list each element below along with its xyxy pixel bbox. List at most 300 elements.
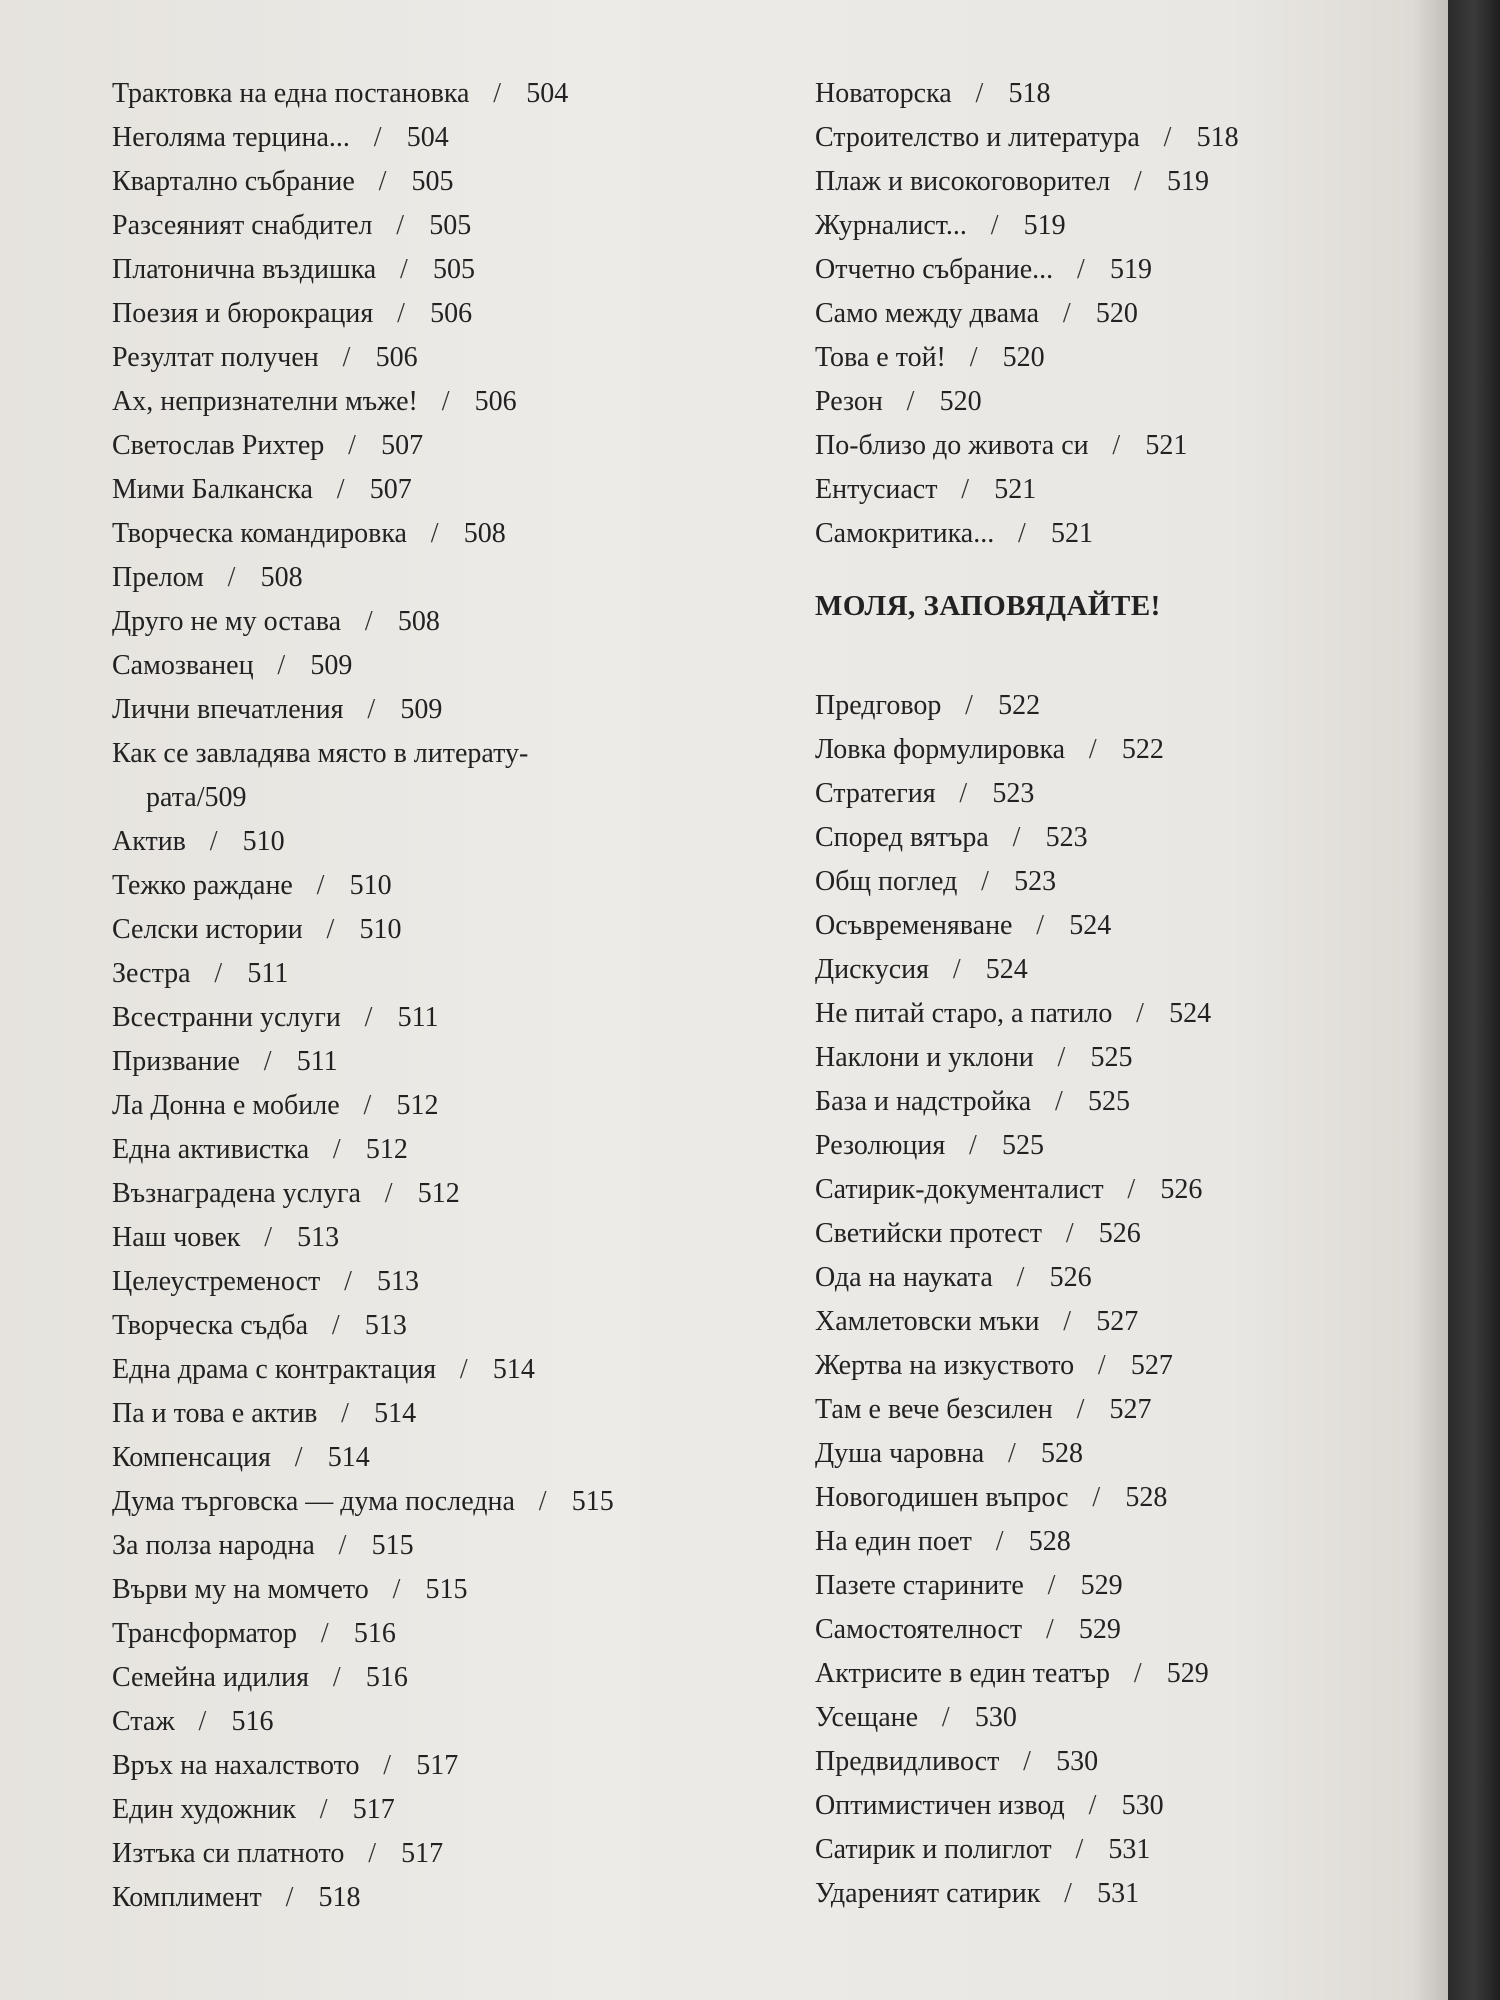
toc-entry (815, 248, 1375, 292)
toc-separator: / (326, 914, 335, 945)
toc-separator: / (344, 1266, 352, 1297)
toc-entry-title: Изтъка си платното (112, 1838, 345, 1869)
toc-page-number: 512 (365, 1134, 408, 1165)
toc-separator: / (1075, 1834, 1084, 1865)
toc-entry-title: Ах, непризнателни мъже! (112, 386, 418, 417)
toc-page-number: 511 (397, 1002, 439, 1033)
toc-page-number: 507 (381, 430, 424, 461)
toc-entry (815, 1872, 1375, 1916)
toc-separator: / (367, 694, 376, 725)
toc-entry (112, 1524, 812, 1568)
toc-entry-title: Ловка формулировка (815, 734, 1066, 765)
toc-entry (815, 1476, 1375, 1520)
toc-entry-title: Всестранни услуги (112, 1002, 341, 1033)
toc-entry-title: Сатирик и полиглот (815, 1834, 1052, 1865)
toc-separator: / (1065, 1218, 1074, 1249)
toc-entry (815, 816, 1375, 860)
toc-page-number: 524 (985, 954, 1028, 985)
toc-entry (112, 160, 812, 204)
toc-separator: / (214, 958, 223, 989)
toc-separator: / (364, 606, 373, 637)
toc-entry-title: Разсеяният снабдител (112, 210, 373, 241)
toc-page-number: 513 (377, 1266, 420, 1297)
toc-separator: / (1057, 1042, 1066, 1073)
toc-page-number: 511 (247, 958, 289, 989)
toc-entry-title: Светослав Рихтер (112, 430, 325, 461)
toc-separator: / (373, 122, 382, 153)
toc-entry-title: Плаж и високоговорител (815, 166, 1111, 197)
toc-entry-title: Журналист... (815, 210, 967, 241)
toc-separator: / (363, 1090, 372, 1121)
toc-separator: / (368, 1838, 376, 1869)
toc-separator: / (397, 298, 405, 329)
toc-page-number: 520 (1095, 298, 1138, 329)
toc-separator: / (277, 650, 286, 681)
toc-separator: / (995, 1526, 1004, 1557)
toc-entry (815, 1432, 1375, 1476)
toc-page-number: 513 (364, 1310, 407, 1341)
toc-entry (112, 864, 812, 908)
toc-entry (112, 1832, 812, 1876)
toc-entry (815, 904, 1375, 948)
toc-separator: / (332, 1662, 341, 1693)
toc-entry-title: Стратегия (815, 778, 936, 809)
toc-page-number: 521 (1145, 430, 1188, 461)
toc-page-number: 531 (1108, 1834, 1151, 1865)
toc-page-number: 514 (327, 1442, 370, 1473)
toc-page-number: 528 (1028, 1526, 1071, 1557)
toc-entry (112, 1172, 812, 1216)
toc-separator: / (396, 210, 405, 241)
toc-entry-title: Платонична въздишка (112, 254, 377, 285)
toc-entry-title: Квартално събрание (112, 166, 355, 197)
toc-page-number: 519 (1023, 210, 1066, 241)
toc-entry (112, 424, 812, 468)
toc-page-number: 504 (406, 122, 449, 153)
toc-separator: / (1023, 1746, 1031, 1777)
toc-entry (815, 1388, 1375, 1432)
toc-page-number: 516 (365, 1662, 408, 1693)
toc-separator: / (459, 1354, 468, 1385)
toc-page-number: 525 (1090, 1042, 1133, 1073)
toc-entry (112, 1436, 812, 1480)
toc-separator: / (1097, 1350, 1106, 1381)
toc-page-number: 509 (204, 782, 247, 813)
toc-entry (815, 1344, 1375, 1388)
toc-entry (815, 1784, 1375, 1828)
book-cover-edge (1448, 0, 1500, 2000)
toc-entry (112, 688, 812, 732)
toc-page-number: 511 (296, 1046, 338, 1077)
toc-page-number: 506 (474, 386, 517, 417)
toc-separator: / (383, 1750, 392, 1781)
toc-entry-title: Предговор (815, 690, 942, 721)
toc-page-number: 517 (416, 1750, 459, 1781)
toc-separator: / (392, 1574, 401, 1605)
toc-entry-title: Връх на нахалството (112, 1750, 360, 1781)
toc-entry-title: Самокритика... (815, 518, 995, 549)
toc-separator: / (364, 1002, 373, 1033)
toc-separator: / (961, 474, 970, 505)
toc-page-number: 528 (1041, 1438, 1083, 1469)
toc-entry (112, 336, 812, 380)
toc-page-number: 522 (998, 690, 1041, 721)
toc-entry (815, 992, 1375, 1036)
toc-separator: / (959, 778, 968, 809)
toc-separator: / (430, 518, 439, 549)
toc-entry (112, 952, 812, 996)
toc-separator: / (336, 474, 345, 505)
toc-entry (815, 860, 1375, 904)
toc-separator: / (285, 1882, 294, 1913)
toc-separator: / (196, 782, 205, 813)
toc-page-number: 525 (1088, 1086, 1130, 1117)
toc-page-number: 519 (1109, 254, 1152, 285)
toc-separator: / (952, 954, 961, 985)
toc-entry-title: Според вятъра (815, 822, 989, 853)
toc-page-number: 523 (1014, 866, 1057, 897)
toc-entry (815, 380, 1375, 424)
toc-page-number: 521 (994, 474, 1037, 505)
toc-separator: / (1127, 1174, 1136, 1205)
toc-page-number: 505 (432, 254, 475, 285)
toc-separator: / (990, 210, 999, 241)
toc-page-number: 510 (359, 914, 402, 945)
toc-entry (112, 820, 812, 864)
toc-page-number: 524 (1069, 910, 1112, 941)
toc-separator: / (1133, 1658, 1142, 1689)
toc-entry (815, 424, 1375, 468)
toc-entry (112, 1392, 812, 1436)
toc-entry (112, 1744, 812, 1788)
toc-page-number: 508 (397, 606, 440, 637)
toc-page-number: 530 (974, 1702, 1017, 1733)
toc-page-number: 520 (1002, 342, 1045, 373)
toc-entry (112, 1128, 812, 1172)
toc-entry (815, 1168, 1375, 1212)
toc-separator: / (227, 562, 236, 593)
toc-page-number: 506 (375, 342, 418, 373)
toc-entry-title: База и надстройка (815, 1086, 1032, 1117)
toc-page-number: 518 (318, 1882, 361, 1913)
toc-page-number: 512 (417, 1178, 460, 1209)
toc-page-number: 509 (310, 650, 353, 681)
toc-separator: / (348, 430, 356, 461)
toc-separator: / (975, 78, 984, 109)
toc-page-number: 523 (1045, 822, 1088, 853)
toc-entry-title: Семейна идилия (112, 1662, 310, 1693)
toc-separator: / (1055, 1086, 1063, 1117)
toc-entry-title: Наклони и уклони (815, 1042, 1034, 1073)
toc-entry-title: Оптимистичен извод (815, 1790, 1065, 1821)
toc-entry (112, 1700, 812, 1744)
toc-entry (815, 72, 1375, 116)
toc-entry (815, 1124, 1375, 1168)
toc-entry (112, 600, 812, 644)
toc-page-number: 524 (1169, 998, 1212, 1029)
toc-entry-title: Компенсация (112, 1442, 271, 1473)
toc-entry (112, 1040, 812, 1084)
toc-separator: / (1008, 1438, 1016, 1469)
toc-entry-title: По-близо до живота си (815, 430, 1089, 461)
toc-separator: / (1045, 1614, 1054, 1645)
toc-page-number: 526 (1098, 1218, 1141, 1249)
toc-separator: / (1036, 910, 1045, 941)
toc-page-number: 523 (992, 778, 1035, 809)
toc-entry-title: Отчетно събрание... (815, 254, 1054, 285)
toc-separator: / (906, 386, 915, 417)
toc-separator: / (1112, 430, 1121, 461)
toc-entry (112, 908, 812, 952)
toc-entry-title: Предвидливост (815, 1746, 1000, 1777)
toc-list-left-a (112, 72, 812, 732)
toc-entry-title: Осъвременяване (815, 910, 1013, 941)
toc-page-number: 515 (571, 1486, 614, 1517)
toc-entry-title: Дискусия (815, 954, 930, 985)
toc-page-number: 509 (400, 694, 443, 725)
toc-separator: / (1134, 166, 1142, 197)
toc-page-number: 529 (1080, 1570, 1123, 1601)
toc-entry-title: Призвание (112, 1046, 240, 1077)
toc-separator: / (342, 342, 351, 373)
toc-separator: / (1064, 1878, 1072, 1909)
toc-entry (815, 292, 1375, 336)
toc-entry-line2 (112, 776, 812, 820)
toc-separator: / (1088, 734, 1097, 765)
toc-entry-title: Резолюция (815, 1130, 946, 1161)
toc-entry (815, 512, 1375, 556)
toc-entry (112, 1656, 812, 1700)
toc-page-number: 514 (492, 1354, 535, 1385)
toc-entry-title: Една драма с контрактация (112, 1354, 437, 1385)
toc-list-left-b (112, 820, 812, 1920)
toc-page-number: 515 (371, 1530, 414, 1561)
section-heading: МОЛЯ, ЗАПОВЯДАЙТЕ! (815, 590, 1161, 622)
toc-page-number: 518 (1008, 78, 1051, 109)
toc-separator: / (981, 866, 989, 897)
toc-entry-title: Душа чаровна (815, 1438, 985, 1469)
toc-page-number: 529 (1166, 1658, 1209, 1689)
toc-page-number: 525 (1002, 1130, 1045, 1161)
toc-page-number: 520 (939, 386, 982, 417)
toc-entry (815, 1036, 1375, 1080)
toc-separator: / (1076, 254, 1085, 285)
toc-page-number: 522 (1121, 734, 1164, 765)
toc-entry-title: Ударeният сатирик (815, 1878, 1041, 1909)
toc-page-number: 528 (1125, 1482, 1168, 1513)
toc-page-number: 517 (401, 1838, 444, 1869)
toc-entry-title: Само между двама (815, 298, 1040, 329)
toc-entry-title: Друго не му остава (112, 606, 342, 637)
toc-entry-title: Неголяма терцина... (112, 122, 350, 153)
toc-entry (815, 1520, 1375, 1564)
toc-entry-title: Творческа съдба (112, 1310, 309, 1341)
toc-separator: / (965, 690, 973, 721)
toc-entry-title: Целеустременост (112, 1266, 321, 1297)
toc-page-number: 510 (349, 870, 392, 901)
toc-entry (112, 1788, 812, 1832)
toc-entry-title: Актив (112, 826, 186, 857)
toc-entry-title: Трактовка на една постановка (112, 78, 470, 109)
toc-entry (112, 1304, 812, 1348)
page-gutter-shadow (1412, 0, 1448, 2000)
toc-entry-title: Един художник (112, 1794, 296, 1825)
toc-left-column (112, 72, 812, 1920)
toc-entry (815, 1564, 1375, 1608)
toc-entry (112, 116, 812, 160)
toc-separator: / (378, 166, 387, 197)
toc-entry-title: Поезия и бюрокрация (112, 298, 374, 329)
toc-entry-title: Лични впечатления (112, 694, 344, 725)
toc-entry-title: Ла Донна е мобиле (112, 1090, 340, 1121)
toc-entry (112, 1216, 812, 1260)
toc-page-number: 516 (231, 1706, 274, 1737)
toc-separator: / (294, 1442, 303, 1473)
toc-separator: / (332, 1134, 341, 1165)
toc-entry (815, 204, 1375, 248)
toc-entry-title: Комплимент (112, 1882, 262, 1913)
toc-entry-title: Дума търговска — дума последна (112, 1486, 515, 1517)
toc-separator: / (1076, 1394, 1085, 1425)
toc-separator: / (1092, 1482, 1101, 1513)
toc-entry (112, 204, 812, 248)
toc-list-right-b (815, 684, 1375, 1916)
toc-entry (112, 292, 812, 336)
toc-separator: / (1016, 1262, 1025, 1293)
toc-entry (815, 684, 1375, 728)
toc-entry (112, 512, 812, 556)
toc-separator: / (1047, 1570, 1056, 1601)
toc-page-number: 512 (396, 1090, 439, 1121)
toc-entry-title-line2: рата (146, 782, 197, 813)
toc-page-number: 526 (1049, 1262, 1092, 1293)
toc-entry (815, 948, 1375, 992)
toc-entry-title: Светийски протест (815, 1218, 1043, 1249)
toc-entry (112, 996, 812, 1040)
toc-entry (815, 1212, 1375, 1256)
toc-entry (112, 644, 812, 688)
toc-entry-title: Това е той! (815, 342, 946, 373)
toc-entry-title: Не питай старо, а патило (815, 998, 1113, 1029)
toc-entry-title-line1: Как се завладява място в литерату- (112, 738, 529, 769)
toc-separator: / (319, 1794, 328, 1825)
toc-entry-title: Там е вече безсилен (815, 1394, 1053, 1425)
toc-entry (112, 1480, 812, 1524)
toc-entry-title: Наш човек (112, 1222, 241, 1253)
toc-entry (112, 556, 812, 600)
toc-entry (815, 468, 1375, 512)
toc-page-number: 515 (425, 1574, 468, 1605)
toc-separator: / (316, 870, 325, 901)
toc-entry-title: Стаж (112, 1706, 175, 1737)
toc-entry-title: Резултат получен (112, 342, 319, 373)
toc-page-number: 527 (1130, 1350, 1173, 1381)
toc-entry-title: Усещане (815, 1702, 919, 1733)
toc-entry-title: За полза народна (112, 1530, 315, 1561)
toc-entry-title: Общ поглед (815, 866, 958, 897)
toc-separator: / (1136, 998, 1144, 1029)
toc-separator: / (384, 1178, 393, 1209)
toc-entry (815, 160, 1375, 204)
toc-separator: / (493, 78, 502, 109)
toc-entry (815, 1696, 1375, 1740)
toc-entry-title: Хамлетовски мъки (815, 1306, 1040, 1337)
toc-entry-title: Жертва на изкуството (815, 1350, 1075, 1381)
toc-entry-title: Прелом (112, 562, 204, 593)
toc-separator: / (1088, 1790, 1097, 1821)
toc-entry-title: Новаторска (815, 78, 952, 109)
toc-entry-wrapped (112, 732, 812, 820)
toc-entry (815, 1828, 1375, 1872)
toc-entry-title: Мими Балканска (112, 474, 313, 505)
toc-entry (815, 1256, 1375, 1300)
toc-entry (815, 116, 1375, 160)
toc-entry-title: Творческа командировка (112, 518, 407, 549)
toc-page-number: 527 (1109, 1394, 1152, 1425)
toc-entry (112, 72, 812, 116)
toc-separator: / (338, 1530, 347, 1561)
toc-entry-title: Зестра (112, 958, 191, 989)
toc-entry-title: Строителство и литература (815, 122, 1140, 153)
toc-page-number: 516 (353, 1618, 396, 1649)
toc-entry (815, 1300, 1375, 1344)
toc-entry (815, 336, 1375, 380)
toc-entry-title: Самостоятелност (815, 1614, 1023, 1645)
toc-entry-title: Актрисите в един театър (815, 1658, 1111, 1689)
toc-page-number: 513 (297, 1222, 340, 1253)
toc-entry-title: Самозванец (112, 650, 254, 681)
toc-page-number: 508 (463, 518, 506, 549)
toc-page-number: 505 (429, 210, 472, 241)
toc-entry-title: На един поет (815, 1526, 972, 1557)
toc-page-number: 517 (352, 1794, 395, 1825)
toc-page-number: 518 (1196, 122, 1239, 153)
toc-separator: / (209, 826, 218, 857)
toc-entry-title: Ентусиаст (815, 474, 938, 505)
toc-entry (112, 1612, 812, 1656)
toc-entry (112, 380, 812, 424)
toc-entry (815, 1652, 1375, 1696)
toc-page-number: 527 (1096, 1306, 1139, 1337)
toc-page-number: 521 (1051, 518, 1094, 549)
toc-list-right-a (815, 72, 1375, 556)
toc-entry-title: Трансформатор (112, 1618, 298, 1649)
toc-page-number: 529 (1078, 1614, 1121, 1645)
toc-page-number: 504 (526, 78, 569, 109)
toc-entry (112, 468, 812, 512)
toc-separator: / (1018, 518, 1026, 549)
toc-page-number: 531 (1097, 1878, 1140, 1909)
toc-entry-title: Една активистка (112, 1134, 310, 1165)
toc-entry-title: Па и това е актив (112, 1398, 318, 1429)
toc-entry (815, 772, 1375, 816)
toc-page-number: 530 (1121, 1790, 1164, 1821)
toc-separator: / (320, 1618, 329, 1649)
toc-entry (112, 248, 812, 292)
toc-page-number: 505 (411, 166, 454, 197)
toc-entry-title: Ода на науката (815, 1262, 993, 1293)
toc-entry (815, 1080, 1375, 1124)
toc-separator: / (1063, 1306, 1072, 1337)
toc-entry-title: Резон (815, 386, 883, 417)
toc-entry-title: Пазете старините (815, 1570, 1024, 1601)
toc-page-number: 514 (374, 1398, 417, 1429)
toc-separator: / (263, 1046, 272, 1077)
toc-separator: / (1012, 822, 1021, 853)
toc-page-number: 526 (1160, 1174, 1203, 1205)
toc-separator: / (441, 386, 450, 417)
toc-entry (112, 1084, 812, 1128)
